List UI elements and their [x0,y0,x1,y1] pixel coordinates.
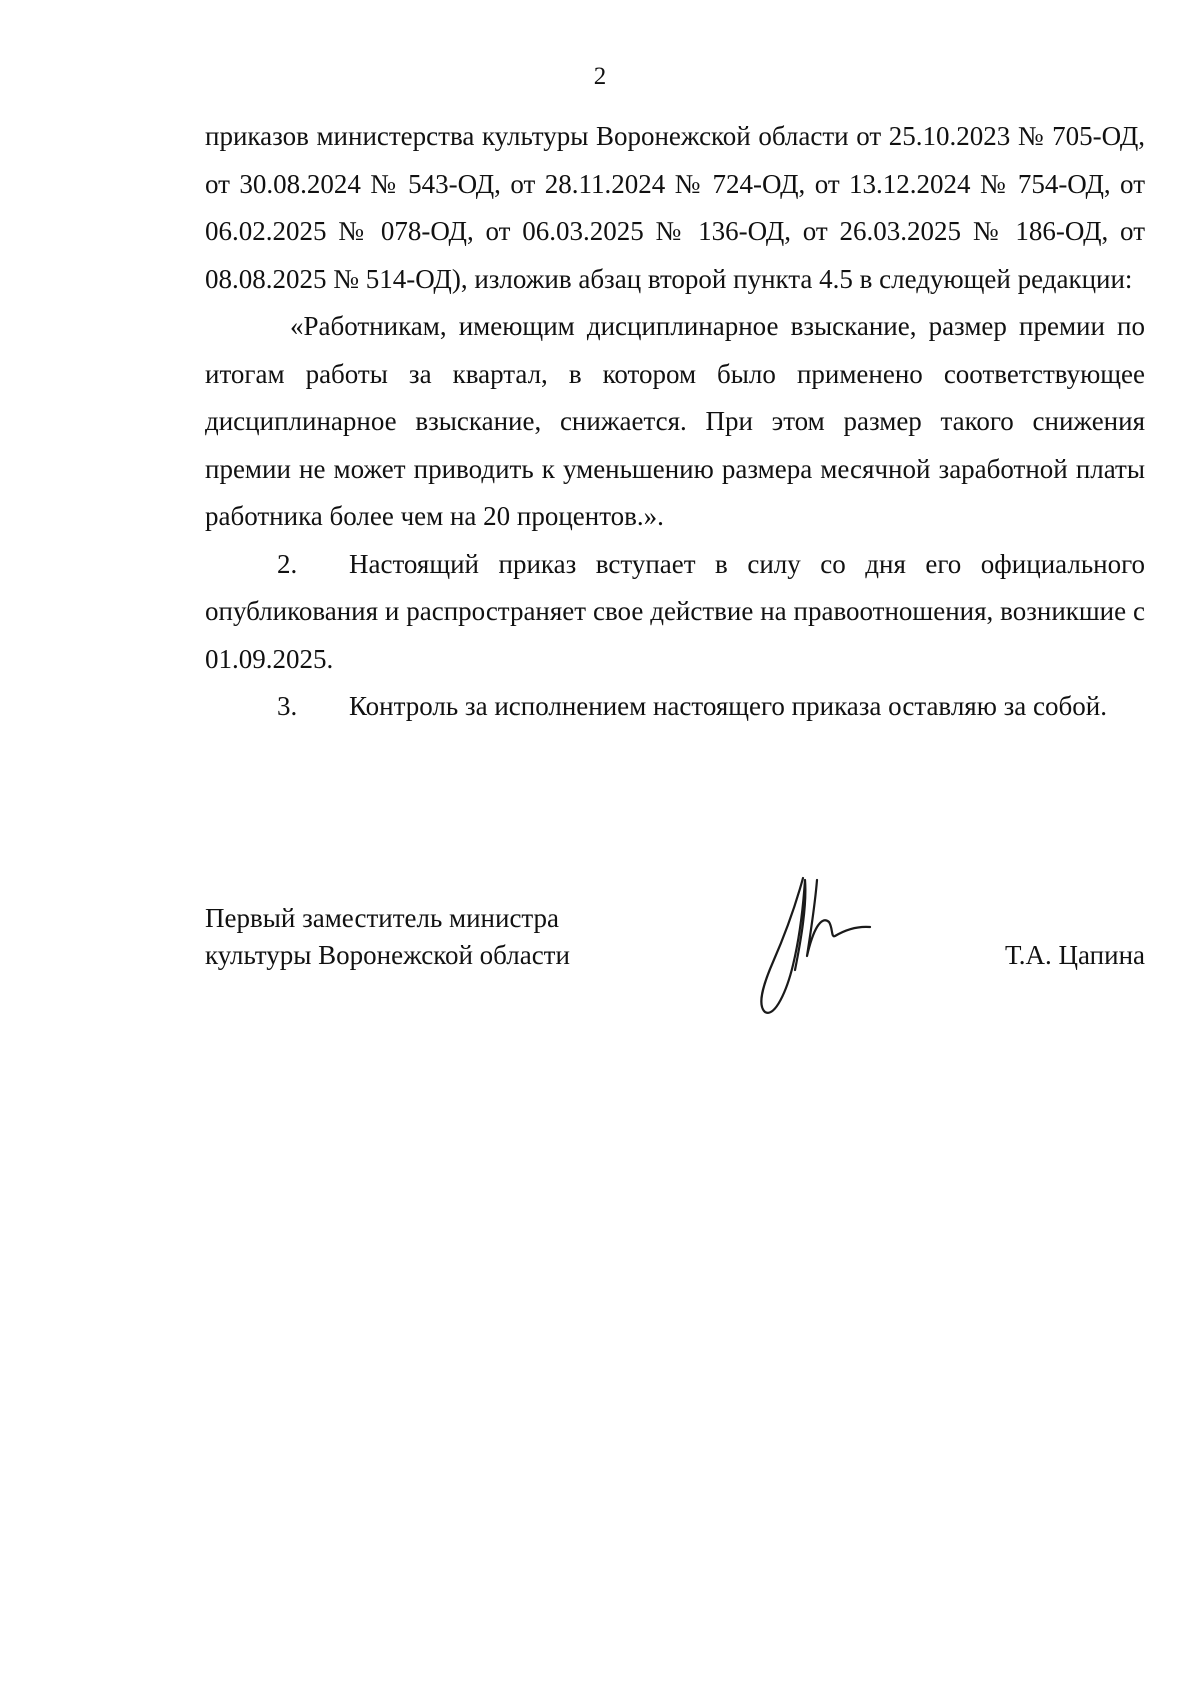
list-item-text: Настоящий приказ вступает в силу со дня его официального опубликования и распространяет свое действие на правоотношения, возникшие с 01.09.2025. [205,548,1145,674]
page-number: 2 [593,63,607,90]
signatory-position [205,900,570,974]
list-item-number: 2. [277,548,298,579]
list-item-3 [205,683,1145,731]
handwritten-signature [735,870,895,1020]
document-body [205,113,1145,731]
list-item-number: 3. [277,691,298,721]
list-item-2 [205,541,1145,684]
signatory-position-line1: Первый заместитель министра [205,903,560,933]
paragraph-quoted-text: «Работникам, имеющим дисциплинарное взыскание, размер премии по итогам работы за квартал, в котором было применено соответствующее дисциплинарное взыскание, снижается. При этом размер такого снижения премии не может приводить к уменьшению размера месячной заработной платы работника более чем на 20 процентов.». [205,311,1145,531]
paragraph-amendment-list: приказов министерства культуры Воронежской области от 25.10.2023 № 705-ОД, от 30.08.2024 № 543-ОД, от 28.11.2024 № 724-ОД, от 13.12.2024 № 754-ОД, от 06.02.2025 № 078-ОД, от 06.03.2025 № 136-ОД, от 26.03.2025 № 186-ОД, от 08.08.2025 № 514-ОД), изложив абзац второй пункта 4.5 в следующей редакции: [205,121,1145,294]
list-item-text: Контроль за исполнением настоящего приказа оставляю за собой. [349,691,1107,721]
signature-block [205,900,1145,1020]
signatory-name: Т.А. Цапина [1005,940,1145,970]
signatory-position-line2: культуры Воронежской области [205,940,570,970]
